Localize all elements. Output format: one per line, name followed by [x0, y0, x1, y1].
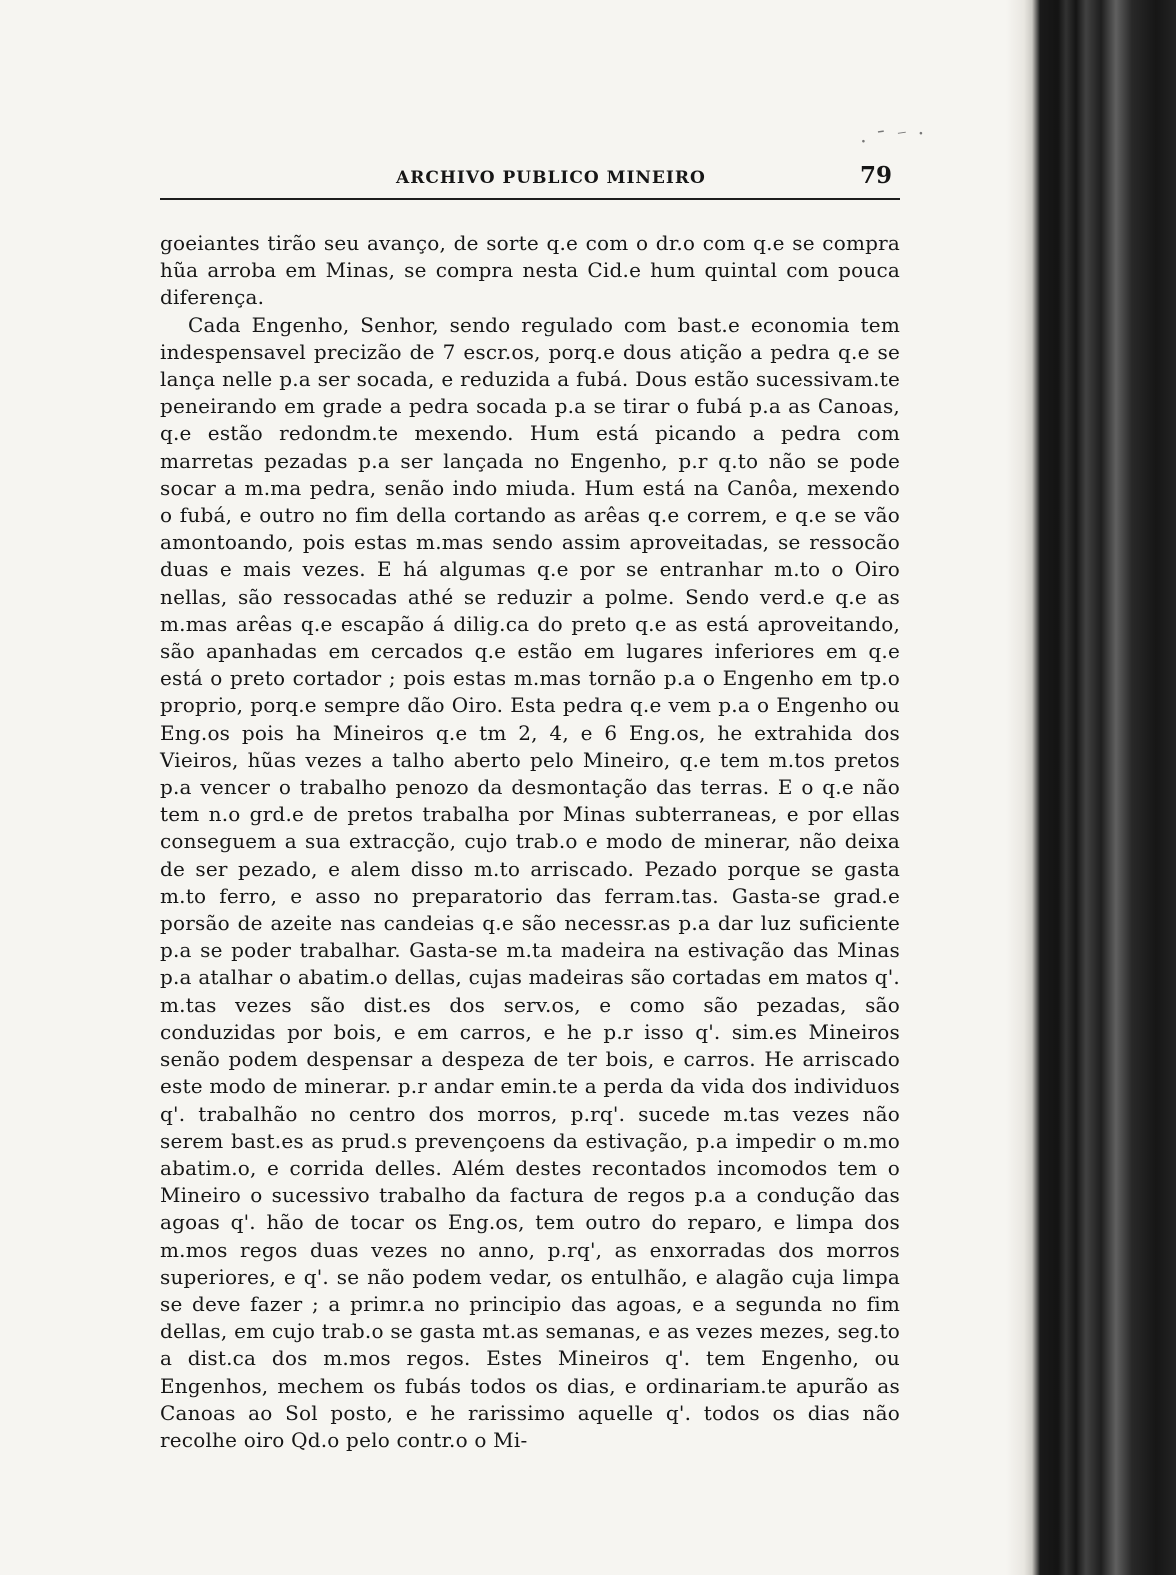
running-header	[160, 158, 900, 200]
book-binding-edge	[1006, 0, 1176, 1575]
print-specks: · ˉ ⁻ ·	[858, 120, 928, 154]
journal-title: ARCHIVO PUBLICO MINEIRO	[396, 168, 706, 188]
book-page	[160, 158, 900, 1454]
paragraph-1: goeiantes tirão seu avanço, de sorte q.e com o dr.o com q.e se compra hũa arroba em Minas, se compra nesta Cid.e hum quintal com pouca diferença.	[160, 231, 900, 310]
body-text	[160, 230, 900, 1454]
page-number: 79	[859, 162, 892, 189]
paragraph-2: Cada Engenho, Senhor, sendo regulado com bast.e economia tem indespensavel precizão de 7 escr.os, porq.e dous atição a pedra q.e se lança nelle p.a ser socada, e reduzida a fubá. Dous estão sucessivam.te peneirando em grade a pedra socada p.a se tirar o fubá p.a as Canoas, q.e estão redondm.te mexendo. Hum está picando a pedra com marretas pezadas p.a ser lançada no Engenho, p.r q.to não se pode socar a m.ma pedra, senão indo miuda. Hum está na Canôa, mexendo o fubá, e outro no fim della cortando as arêas q.e correm, e q.e se vão amontoando, pois estas m.mas sendo assim aproveitadas, se ressocão duas e mais vezes. E há algumas q.e por se entranhar m.to o Oiro nellas, são ressocadas athé se reduzir a polme. Sendo verd.e q.e as m.mas arêas q.e escapão á dilig.ca do preto q.e as está aproveitando, são apanhadas em cercados q.e estão em lugares inferiores em q.e está o preto cortador ; pois estas m.mas tornão p.a o Engenho em tp.o proprio, porq.e sempre dão Oiro. Esta pedra q.e vem p.a o Engenho ou Eng.os pois ha Mineiros q.e tm 2, 4, e 6 Eng.os, he extrahida dos Vieiros, hũas vezes a talho aberto pelo Mineiro, q.e tem m.tos pretos p.a vencer o trabalho penozo da desmontação das terras. E o q.e não tem n.o grd.e de pretos trabalha por Minas subterraneas, e por ellas conseguem a sua extracção, cujo trab.o e modo de minerar, não deixa de ser pezado, e alem disso m.to arriscado. Pezado porque se gasta m.to ferro, e asso no preparatorio das ferram.tas. Gasta-se grad.e porsão de azeite nas candeias q.e são necessr.as p.a dar luz suficiente p.a se poder trabalhar. Gasta-se m.ta madeira na estivação das Minas p.a atalhar o abatim.o dellas, cujas madeiras são cortadas em matos q'. m.tas vezes são dist.es dos serv.os, e como são pezadas, são conduzidas por bois, e em carros, e he p.r isso q'. sim.es Mineiros senão podem despensar a despeza de ter bois, e carros. He arriscado este modo de minerar. p.r andar emin.te a perda da vida dos individuos q'. trabalhão no centro dos morros, p.rq'. sucede m.tas vezes não serem bast.es as prud.s prevençoens da estivação, p.a impedir o m.mo abatim.o, e corrida delles. Além destes recontados incomodos tem o Mineiro o sucessivo trabalho da factura de regos p.a a condução das agoas q'. hão de tocar os Eng.os, tem outro do reparo, e limpa dos m.mos regos duas vezes no anno, p.rq', as enxorradas dos morros superiores, e q'. se não podem vedar, os entulhão, e alagão cuja limpa se deve fazer ; a primr.a no principio das agoas, e a segunda no fim dellas, em cujo trab.o se gasta mt.as semanas, e as vezes mezes, seg.to a dist.ca dos m.mos regos. Estes Mineiros q'. tem Engenho, ou Engenhos, mechem os fubás todos os dias, e ordinariam.te apurão as Canoas ao Sol posto, e he rarissimo aquelle q'. todos os dias não recolhe oiro Qd.o pelo contr.o o Mi-	[160, 312, 900, 1452]
